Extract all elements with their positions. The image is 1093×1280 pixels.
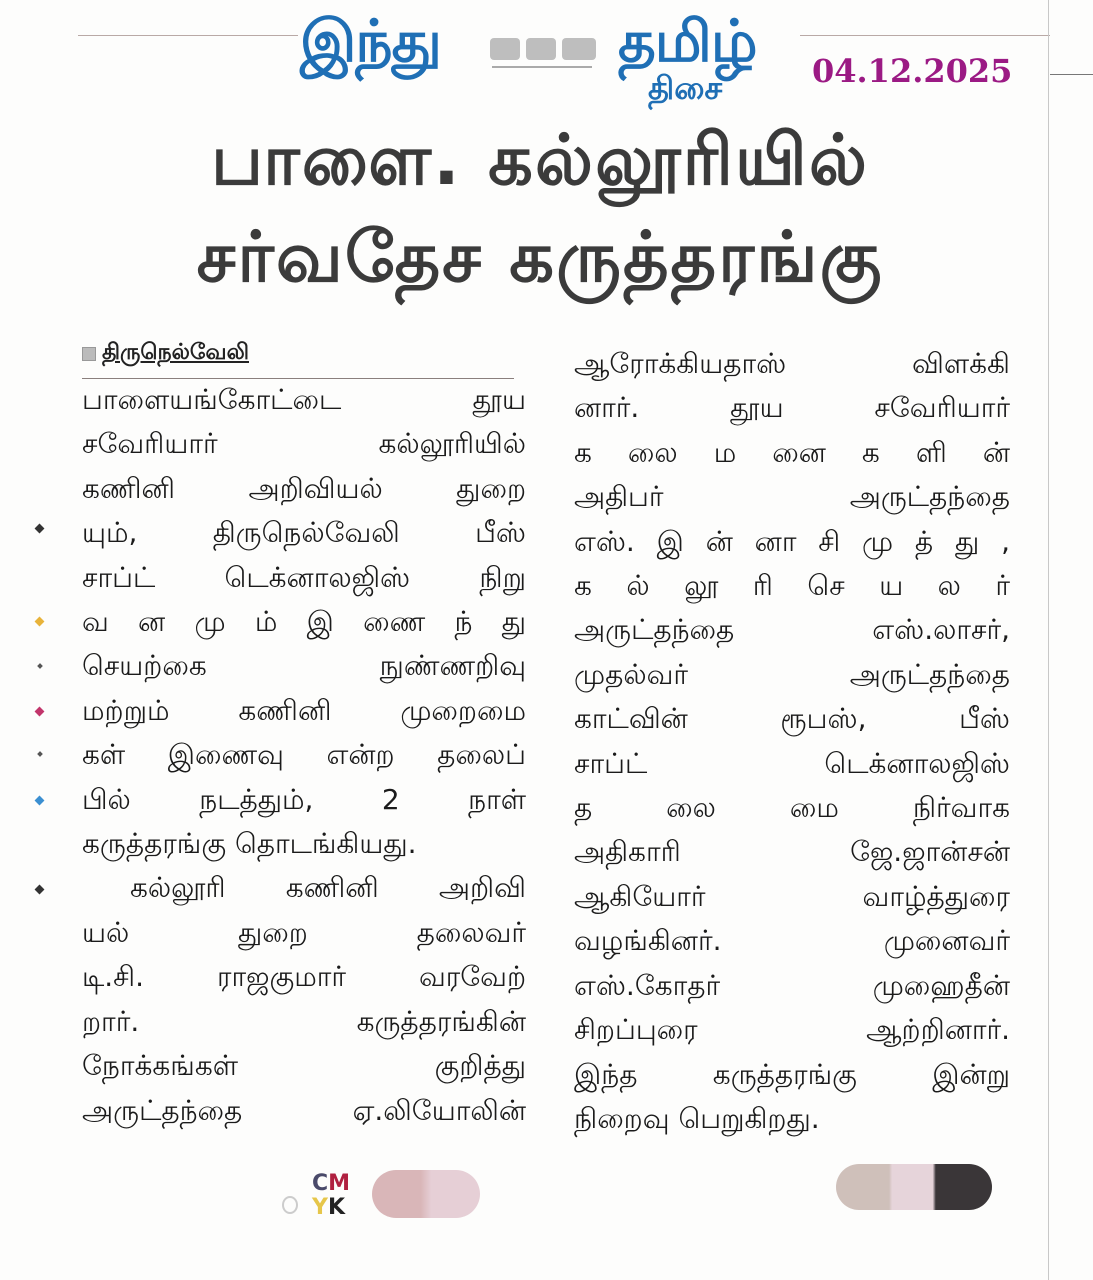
- color-bar-right: [836, 1164, 992, 1210]
- cmyk-bottom: YK: [312, 1195, 345, 1220]
- article-line: அதிகாரி ஜே.ஜான்சன்: [574, 835, 1010, 869]
- registration-bullet-icon: [35, 707, 45, 717]
- article-line: க ல் லூ ரி செ ய ல ர்: [574, 569, 1010, 603]
- article-column-right: [574, 342, 1010, 1141]
- registration-bullet-icon: [35, 524, 45, 534]
- masthead-name-left: இந்து: [300, 7, 441, 75]
- publication-date: 04.12.2025: [812, 52, 1013, 90]
- headline-line-2: சர்வதேச கருத்தரங்கு: [196, 216, 884, 298]
- article-line: பில் நடத்தும், 2 நாள்: [82, 782, 526, 816]
- registration-bullet-icon: [35, 885, 45, 895]
- masthead-emblem-icon: [482, 30, 604, 74]
- article-line: எஸ்.கோதர் முஹைதீன்: [574, 968, 1010, 1002]
- cmyk-mark: [312, 1172, 350, 1220]
- article-column-left: [82, 378, 526, 1133]
- article-line: கருத்தரங்கு தொடங்கியது.: [82, 827, 417, 861]
- article-line: பாளையங்கோட்டை தூய: [82, 383, 526, 416]
- top-rule: [78, 35, 298, 36]
- color-bar-left: [372, 1170, 480, 1218]
- article-line: ஆரோக்கியதாஸ் விளக்கி: [574, 347, 1010, 380]
- dateline-square-icon: [82, 347, 96, 361]
- article-line: றார். கருத்தரங்கின்: [82, 1004, 526, 1038]
- dateline: [82, 340, 249, 368]
- right-page-tick: [1050, 74, 1093, 75]
- article-line: முதல்வர் அருட்தந்தை: [574, 657, 1010, 691]
- article-line: நிறைவு பெறுகிறது.: [574, 1101, 820, 1135]
- article-line: கணினி அறிவியல் துறை: [82, 471, 526, 505]
- article-line: நோக்கங்கள் குறித்து: [82, 1049, 526, 1083]
- article-line: யல் துறை தலைவர்: [82, 915, 526, 949]
- dateline-location: திருநெல்வேலி: [102, 340, 249, 365]
- registration-bullet-icon: [35, 796, 45, 806]
- registration-bullet-icon: [35, 617, 45, 627]
- registration-bullet-icon: [37, 663, 43, 669]
- article-line: கல்லூரி கணினி அறிவி: [130, 871, 526, 905]
- article-line: சிறப்புரை ஆற்றினார்.: [574, 1013, 1010, 1047]
- article-line: க லை ம னை க ளி ன்: [574, 435, 1010, 469]
- article-line: னார். தூய சவேரியார்: [574, 391, 1010, 425]
- article-line: அருட்தந்தை எஸ்.லாசர்,: [574, 613, 1010, 647]
- article-line: செயற்கை நுண்ணறிவு: [82, 649, 526, 683]
- headline-line-1: பாளை. கல்லூரியில்: [211, 119, 869, 201]
- article-line: மற்றும் கணினி முறைமை: [82, 693, 526, 727]
- article-line: சவேரியார் கல்லூரியில்: [82, 427, 526, 461]
- article-line: சாப்ட் டெக்னாலஜிஸ் நிறு: [82, 560, 526, 594]
- top-rule-right: [800, 35, 1050, 36]
- registration-circle-icon: [282, 1196, 298, 1214]
- article-line: இந்த கருத்தரங்கு இன்று: [574, 1057, 1010, 1091]
- right-page-edge: [1048, 0, 1049, 1280]
- article-line: வழங்கினர். முனைவர்: [574, 924, 1010, 958]
- masthead-subtitle: திசை: [648, 69, 723, 107]
- article-line: காட்வின் ரூபஸ், பீஸ்: [574, 702, 1010, 736]
- article-line: த லை மை நிர்வாக: [574, 791, 1010, 825]
- article-line: கள் இணைவு என்ற தலைப்: [82, 738, 526, 772]
- article-line: அதிபர் அருட்தந்தை: [574, 480, 1010, 514]
- article-line: ஆகியோர் வாழ்த்துரை: [574, 879, 1010, 913]
- article-line: எஸ். இ ன் னா சி மு த் து ,: [574, 524, 1010, 558]
- article-line: அருட்தந்தை ஏ.லியோலின்: [82, 1093, 526, 1127]
- newspaper-masthead: [300, 6, 800, 110]
- registration-bullet-icon: [37, 751, 43, 757]
- article-line: யும், திருநெல்வேலி பீஸ்: [82, 516, 526, 550]
- article-line: வ ன மு ம் இ ணை ந் து: [82, 605, 526, 639]
- article-line: டி.சி. ராஜகுமார் வரவேற்: [82, 960, 526, 994]
- masthead-name-right: தமிழ்: [618, 7, 757, 75]
- cmyk-top: CM: [312, 1171, 351, 1196]
- article-line: சாப்ட் டெக்னாலஜிஸ்: [574, 746, 1010, 780]
